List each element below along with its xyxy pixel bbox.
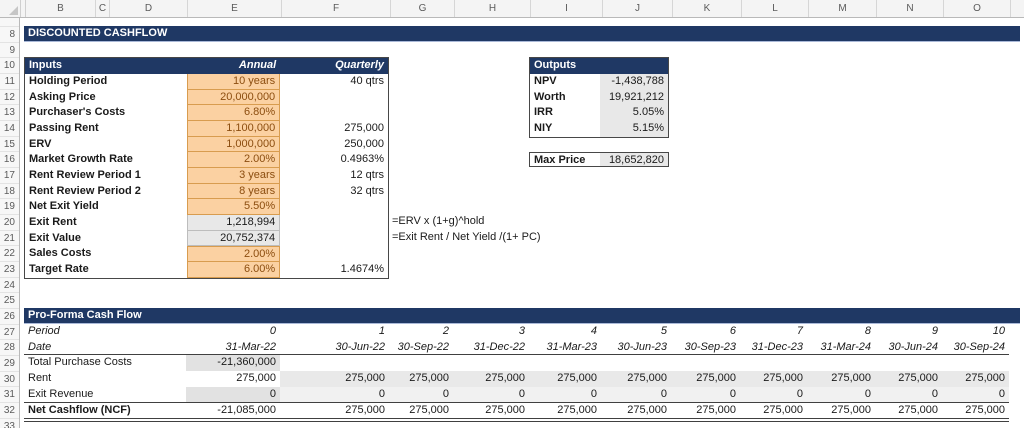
output-label[interactable]: NPV: [534, 75, 557, 88]
date-cell[interactable]: 31-Mar-24: [820, 340, 871, 353]
row-header[interactable]: 8: [0, 27, 19, 43]
max-price-value-cell[interactable]: 18,652,820: [600, 153, 668, 167]
annual-value-cell[interactable]: 8 years: [187, 184, 280, 200]
row-header[interactable]: 24: [0, 278, 19, 294]
outputs-header[interactable]: Outputs: [530, 58, 668, 74]
net-cashflow-cell[interactable]: 275,000: [345, 404, 385, 417]
row-header[interactable]: 25: [0, 293, 19, 309]
annual-column-header: Annual: [238, 59, 277, 72]
row-header[interactable]: 33: [0, 419, 19, 428]
quarterly-value-cell[interactable]: 32 qtrs: [350, 184, 384, 197]
total-purchase-costs-cell[interactable]: [942, 355, 1009, 371]
period-cell[interactable]: 0: [269, 324, 276, 337]
net-cashflow-cell[interactable]: 275,000: [409, 404, 449, 417]
inputs-row: [25, 262, 388, 278]
inputs-row: [25, 215, 388, 231]
row-header[interactable]: 26: [0, 309, 19, 325]
annual-value-cell[interactable]: 20,000,000: [187, 90, 280, 106]
total-purchase-costs-row: [24, 355, 1009, 371]
net-cashflow-label[interactable]: Net Cashflow (NCF): [28, 404, 131, 417]
exit-revenue-cell[interactable]: 0: [453, 387, 529, 403]
total-purchase-costs-label[interactable]: Total Purchase Costs: [28, 356, 132, 369]
inputs-row: [25, 105, 388, 121]
column-header[interactable]: E: [188, 0, 282, 17]
row-label[interactable]: Holding Period: [29, 75, 108, 88]
exit-revenue-cell[interactable]: 0: [601, 387, 671, 403]
row-label[interactable]: Sales Costs: [29, 247, 92, 260]
total-purchase-costs-cell[interactable]: [807, 355, 875, 371]
date-cell[interactable]: 30-Jun-22: [335, 340, 385, 353]
rent-row: [24, 371, 1009, 387]
quarterly-value-cell[interactable]: [280, 105, 388, 121]
row-header[interactable]: 17: [0, 168, 19, 184]
row-label[interactable]: ERV: [29, 137, 52, 150]
net-cashflow-cell[interactable]: 275,000: [965, 404, 1005, 417]
output-label[interactable]: NIY: [534, 122, 553, 135]
date-cell[interactable]: 31-Dec-22: [473, 340, 525, 353]
sheet-title: DISCOUNTED CASHFLOW: [28, 27, 168, 39]
column-header[interactable]: L: [742, 0, 809, 17]
column-header[interactable]: H: [455, 0, 531, 17]
net-cashflow-cell[interactable]: 275,000: [557, 404, 597, 417]
annual-value-cell[interactable]: 2.00%: [187, 246, 280, 262]
date-cell[interactable]: 30-Jun-24: [888, 340, 938, 353]
select-all-triangle-icon: [9, 6, 18, 15]
rent-cell[interactable]: 275,000: [807, 371, 875, 387]
net-cashflow-cell[interactable]: 275,000: [485, 404, 525, 417]
row-label[interactable]: Rent Review Period 2: [29, 184, 141, 197]
output-value-cell[interactable]: 5.15%: [600, 121, 668, 137]
row-header[interactable]: 18: [0, 184, 19, 200]
period-cell[interactable]: 6: [729, 324, 736, 337]
column-header[interactable]: B: [26, 0, 96, 17]
inputs-header-label: Inputs: [29, 59, 62, 72]
column-header[interactable]: M: [809, 0, 877, 17]
column-header[interactable]: G: [391, 0, 455, 17]
net-cashflow-cell[interactable]: 275,000: [627, 404, 667, 417]
max-price-label[interactable]: Max Price: [534, 153, 586, 166]
inputs-row: [25, 168, 388, 184]
row-header[interactable]: 13: [0, 105, 19, 121]
annual-value-cell[interactable]: 1,000,000: [187, 137, 280, 153]
total-purchase-costs-cell[interactable]: [389, 355, 453, 371]
row-label[interactable]: Target Rate: [29, 263, 89, 276]
total-purchase-costs-cell[interactable]: [280, 355, 389, 371]
output-value-cell[interactable]: 19,921,212: [600, 90, 668, 106]
exit-revenue-cell[interactable]: 0: [671, 387, 740, 403]
total-purchase-costs-cell[interactable]: [671, 355, 740, 371]
rent-cell[interactable]: 275,000: [280, 371, 389, 387]
exit-revenue-cell[interactable]: 0: [942, 387, 1009, 403]
rent-cell[interactable]: 275,000: [942, 371, 1009, 387]
rent-cell[interactable]: 275,000: [389, 371, 453, 387]
period-cell[interactable]: 4: [590, 324, 597, 337]
row-header[interactable]: 19: [0, 199, 19, 215]
row-header-partial[interactable]: [0, 18, 19, 27]
net-cashflow-cell[interactable]: -21,085,000: [217, 404, 276, 417]
outputs-row: [530, 121, 668, 137]
rent-cell[interactable]: 275,000: [529, 371, 601, 387]
output-label[interactable]: Worth: [534, 90, 566, 103]
exit-revenue-cell[interactable]: 0: [186, 387, 280, 403]
column-header[interactable]: I: [531, 0, 603, 17]
row-header[interactable]: 14: [0, 121, 19, 137]
calc-value-cell[interactable]: 1,218,994: [187, 215, 280, 231]
exit-revenue-label[interactable]: Exit Revenue: [28, 387, 94, 400]
total-purchase-costs-cell[interactable]: [601, 355, 671, 371]
outputs-row: [530, 105, 668, 121]
inputs-row: [25, 137, 388, 153]
rent-cell[interactable]: 275,000: [740, 371, 807, 387]
exit-revenue-cell[interactable]: 0: [280, 387, 389, 403]
inputs-row: [25, 199, 388, 215]
exit-rent-formula-note[interactable]: =ERV x (1+g)^hold: [392, 215, 485, 228]
total-purchase-costs-cell[interactable]: -21,360,000: [186, 355, 280, 371]
net-cashflow-cell[interactable]: 275,000: [696, 404, 736, 417]
exit-value-formula-note[interactable]: =Exit Rent / Net Yield /(1+ PC): [392, 230, 541, 243]
row-header[interactable]: 11: [0, 74, 19, 90]
annual-value-cell[interactable]: 6.80%: [187, 105, 280, 121]
date-cell[interactable]: 31-Mar-23: [546, 340, 597, 353]
column-header[interactable]: D: [110, 0, 188, 17]
row-header[interactable]: 30: [0, 372, 19, 388]
exit-revenue-cell[interactable]: 0: [529, 387, 601, 403]
proforma-title: Pro-Forma Cash Flow: [28, 309, 142, 322]
row-label[interactable]: Net Exit Yield: [29, 200, 99, 213]
outputs-row: [530, 74, 668, 90]
quarterly-value-cell[interactable]: [280, 199, 388, 215]
inputs-row: [25, 74, 388, 90]
row-header[interactable]: 23: [0, 262, 19, 278]
row-label[interactable]: Asking Price: [29, 90, 96, 103]
column-header[interactable]: N: [877, 0, 944, 17]
annual-value-cell[interactable]: 10 years: [187, 74, 280, 90]
rent-cell[interactable]: 275,000: [453, 371, 529, 387]
row-header[interactable]: 31: [0, 387, 19, 403]
outputs-table: [529, 57, 669, 137]
rent-cell[interactable]: 275,000: [601, 371, 671, 387]
exit-revenue-cell[interactable]: 0: [875, 387, 942, 403]
date-cell[interactable]: 31-Mar-22: [225, 340, 276, 353]
date-cell[interactable]: 30-Sep-23: [684, 340, 736, 353]
row-header[interactable]: 10: [0, 58, 19, 74]
quarterly-value-cell[interactable]: 12 qtrs: [350, 169, 384, 182]
net-cashflow-cell[interactable]: 275,000: [898, 404, 938, 417]
inputs-row: [25, 90, 388, 106]
period-cell[interactable]: 5: [660, 324, 667, 337]
output-value-cell[interactable]: 5.05%: [600, 105, 668, 121]
net-cashflow-row: [24, 402, 1009, 418]
exit-revenue-row: [24, 387, 1009, 403]
row-header[interactable]: 9: [0, 43, 19, 59]
row-header[interactable]: 12: [0, 90, 19, 106]
column-header[interactable]: J: [603, 0, 673, 17]
quarterly-value-cell[interactable]: 250,000: [344, 137, 384, 150]
inputs-row: [25, 246, 388, 262]
output-label[interactable]: IRR: [534, 106, 553, 119]
total-double-underline: [24, 418, 1009, 422]
row-header[interactable]: 28: [0, 340, 19, 356]
rent-cell[interactable]: 275,000: [875, 371, 942, 387]
quarterly-value-cell[interactable]: 0.4963%: [340, 153, 384, 166]
exit-revenue-cell[interactable]: 0: [807, 387, 875, 403]
period-cell[interactable]: 3: [518, 324, 525, 337]
row-label[interactable]: Market Growth Rate: [29, 153, 133, 166]
quarterly-column-header: Quarterly: [335, 59, 384, 72]
net-cashflow-cell[interactable]: 275,000: [763, 404, 803, 417]
select-all-corner[interactable]: [0, 0, 21, 17]
row-label[interactable]: Passing Rent: [29, 122, 99, 135]
row-label[interactable]: Purchaser's Costs: [29, 106, 126, 119]
row-header-strip: [0, 18, 20, 428]
proforma-title-bar[interactable]: [24, 308, 1020, 324]
row-header[interactable]: 15: [0, 137, 19, 153]
inputs-header-row[interactable]: [25, 58, 388, 74]
date-cell[interactable]: 30-Jun-23: [617, 340, 667, 353]
annual-value-cell[interactable]: 6.00%: [187, 262, 280, 278]
row-label[interactable]: Exit Rent: [29, 216, 77, 229]
quarterly-value-cell[interactable]: [280, 246, 388, 262]
date-row-label[interactable]: Date: [28, 340, 52, 353]
exit-revenue-cell[interactable]: 0: [389, 387, 453, 403]
period-cell[interactable]: 10: [992, 324, 1005, 337]
total-purchase-costs-cell[interactable]: [453, 355, 529, 371]
date-row: [24, 340, 1009, 356]
period-row: [24, 324, 1009, 340]
total-purchase-costs-cell[interactable]: [875, 355, 942, 371]
row-label[interactable]: Exit Value: [29, 231, 81, 244]
sheet-title-bar[interactable]: [24, 26, 1020, 42]
annual-value-cell[interactable]: 5.50%: [187, 199, 280, 215]
row-header[interactable]: 22: [0, 246, 19, 262]
max-price-row: [529, 152, 669, 168]
quarterly-value-cell[interactable]: [280, 215, 388, 231]
rent-row-label[interactable]: Rent: [28, 372, 52, 384]
period-cell[interactable]: 8: [864, 324, 871, 337]
exit-revenue-cell[interactable]: 0: [740, 387, 807, 403]
rent-cell[interactable]: 275,000: [671, 371, 740, 387]
date-cell[interactable]: 31-Dec-23: [751, 340, 803, 353]
period-cell[interactable]: 2: [442, 324, 449, 337]
total-purchase-costs-cell[interactable]: [740, 355, 807, 371]
column-header[interactable]: O: [944, 0, 1011, 17]
row-label[interactable]: Rent Review Period 1: [29, 169, 141, 182]
date-cell[interactable]: 30-Sep-22: [397, 340, 449, 353]
inputs-table: [24, 57, 389, 278]
inputs-row: [25, 231, 388, 247]
annual-value-cell[interactable]: 3 years: [187, 168, 280, 184]
inputs-row: [25, 121, 388, 137]
rent-cell[interactable]: 275,000: [186, 371, 280, 387]
row-header[interactable]: 16: [0, 152, 19, 168]
date-cell[interactable]: 30-Sep-24: [953, 340, 1005, 353]
row-header[interactable]: 32: [0, 403, 19, 419]
row-header[interactable]: 27: [0, 325, 19, 341]
period-cell[interactable]: 1: [378, 324, 385, 337]
row-header[interactable]: 29: [0, 356, 19, 372]
row-header[interactable]: 20: [0, 215, 19, 231]
outputs-row: [530, 90, 668, 106]
output-value-cell[interactable]: -1,438,788: [600, 74, 668, 90]
inputs-row: [25, 152, 388, 168]
period-cell[interactable]: 9: [931, 324, 938, 337]
quarterly-value-cell[interactable]: [280, 231, 388, 247]
column-header[interactable]: C: [96, 0, 110, 17]
net-cashflow-cell[interactable]: 275,000: [831, 404, 871, 417]
quarterly-value-cell[interactable]: 40 qtrs: [350, 75, 384, 88]
total-purchase-costs-cell[interactable]: [529, 355, 601, 371]
inputs-row: [25, 184, 388, 200]
annual-value-cell[interactable]: 1,100,000: [187, 121, 280, 137]
quarterly-value-cell[interactable]: [280, 90, 388, 106]
row-header[interactable]: 21: [0, 231, 19, 247]
quarterly-value-cell[interactable]: 1.4674%: [340, 263, 384, 276]
quarterly-value-cell[interactable]: 275,000: [344, 122, 384, 135]
period-row-label[interactable]: Period: [28, 324, 60, 337]
calc-value-cell[interactable]: 20,752,374: [187, 231, 280, 247]
column-header-strip: [0, 0, 1024, 18]
column-header[interactable]: K: [673, 0, 742, 17]
column-header[interactable]: F: [282, 0, 391, 17]
period-cell[interactable]: 7: [796, 324, 803, 337]
annual-value-cell[interactable]: 2.00%: [187, 152, 280, 168]
